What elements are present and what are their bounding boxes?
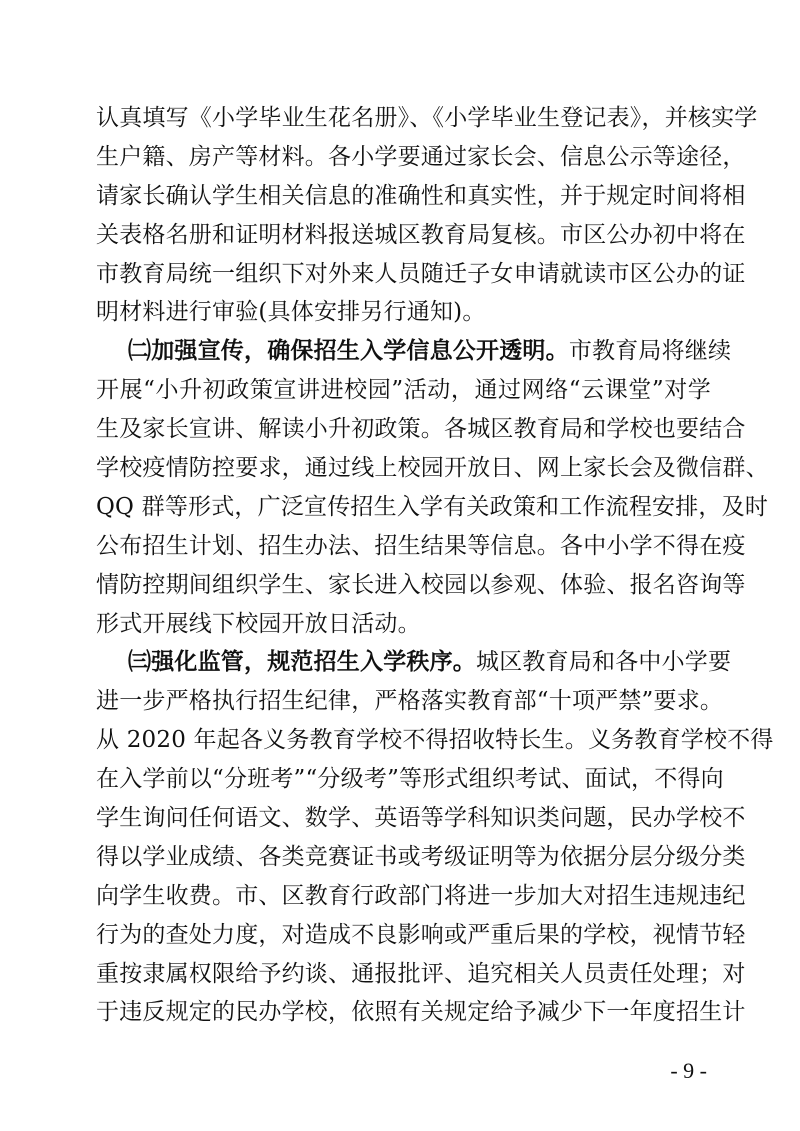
text-line: 市教育局统一组织下对外来人员随迁子女申请就读市区公办的证 — [96, 260, 746, 287]
text-line: 得以学业成绩、各类竞赛证书或考级证明等为依据分层分级分类 — [96, 843, 746, 870]
text-line: 请家长确认学生相关信息的准确性和真实性，并于规定时间将相 — [96, 182, 746, 209]
text-line: 进一步严格执行招生纪律，严格落实教育部“十项严禁”要求。 — [96, 688, 724, 715]
body-text — [96, 99, 774, 1032]
text-line: 明材料进行审验(具体安排另行通知)。 — [96, 299, 486, 326]
text-line: 行为的查处力度，对造成不良影响或严重后果的学校，视情节轻 — [96, 921, 746, 948]
text-line: 重按隶属权限给予约谈、通报批评、追究相关人员责任处理；对 — [96, 960, 746, 987]
section-heading: ㈡加强宣传，确保招生入学信息公开透明。 — [128, 337, 569, 365]
text-line: 情防控期间组织学生、家长进入校园以参观、体验、报名咨询等 — [96, 571, 746, 598]
text-line: 关表格名册和证明材料报送城区教育局复核。市区公办初中将在 — [96, 221, 746, 248]
text-line: QQ 群等形式，广泛宣传招生入学有关政策和工作流程安排，及时 — [96, 493, 769, 520]
section-heading: ㈢强化监管，规范招生入学秩序。 — [128, 648, 476, 676]
text-line: 公布招生计划、招生办法、招生结果等信息。各中小学不得在疫 — [96, 532, 746, 559]
text-line: 向学生收费。市、区教育行政部门将进一步加大对招生违规违纪 — [96, 882, 746, 909]
text-line: 认真填写《小学毕业生花名册》、《小学毕业生登记表》，并核实学 — [96, 105, 758, 131]
text-line: 生及家长宣讲、解读小升初政策。各城区教育局和学校也要结合 — [96, 416, 746, 443]
section-text: 市教育局将继续 — [568, 338, 732, 365]
text-line: 开展“小升初政策宣讲进校园”活动，通过网络“云课堂”对学 — [96, 377, 711, 404]
text-line: 形式开展线下校园开放日活动。 — [96, 610, 421, 637]
section-text: 城区教育局和各中小学要 — [476, 649, 732, 676]
section-heading-line — [96, 332, 732, 371]
section-heading-line — [96, 643, 732, 682]
text-line: 在入学前以“分班考”“分级考”等形式组织考试、面试，不得向 — [96, 766, 724, 793]
text-line: 生户籍、房产等材料。各小学要通过家长会、信息公示等途径， — [96, 143, 746, 170]
text-line: 学生询问任何语文、数学、英语等学科知识类问题，民办学校不 — [96, 805, 746, 832]
page-number: - 9 - — [670, 1058, 707, 1083]
text-line: 学校疫情防控要求，通过线上校园开放日、网上家长会及微信群、 — [96, 455, 769, 482]
text-line: 于违反规定的民办学校，依照有关规定给予减少下一年度招生计 — [96, 999, 746, 1026]
text-line: 从 2020 年起各义务教育学校不得招收特长生。义务教育学校不得 — [96, 727, 774, 754]
